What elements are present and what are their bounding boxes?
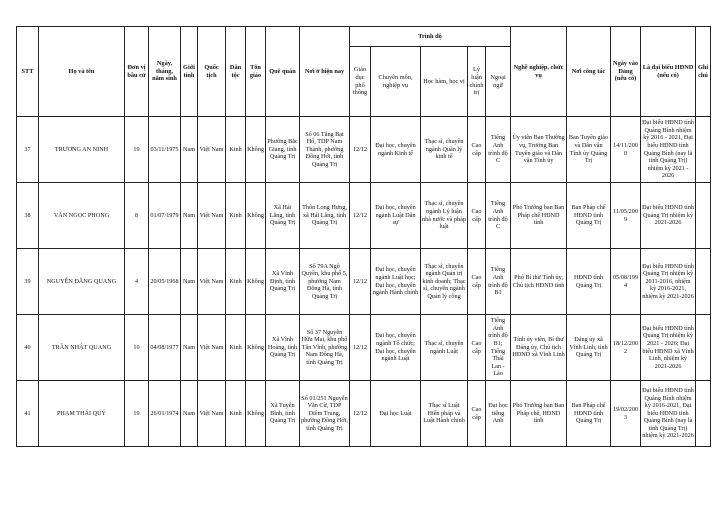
- cell-ethnicity: Kinh: [226, 117, 246, 183]
- header-hometown: Quê quán: [266, 27, 300, 117]
- cell-residence: Thôn Long Hưng, xã Hải Lăng, tỉnh Quảng Trị: [300, 183, 350, 249]
- header-party-date: Ngày vào Đảng (nếu có): [611, 27, 641, 117]
- cell-specialty: Đại học Luật: [371, 381, 421, 447]
- cell-note: [696, 315, 711, 381]
- cell-ethnicity: Kinh: [226, 249, 246, 315]
- header-residence: Nơi ở hiện nay: [300, 27, 350, 117]
- cell-occupation: Phó Bí thư Tỉnh ủy, Chủ tịch HĐND tỉnh: [511, 249, 567, 315]
- cell-gender: Nam: [181, 117, 198, 183]
- cell-name: VĂN NGỌC PHONG: [39, 183, 125, 249]
- cell-gender: Nam: [181, 249, 198, 315]
- cell-residence: Số 79A Ngô Quyền, khu phố 5, phường Nam Đông Hà, tỉnh Quảng Trị: [300, 249, 350, 315]
- cell-dob: 26/01/1974: [149, 381, 181, 447]
- cell-political: Cao cấp: [468, 183, 486, 249]
- cell-stt: 37: [17, 117, 39, 183]
- cell-political: Cao cấp: [468, 315, 486, 381]
- cell-stt: 40: [17, 315, 39, 381]
- header-note: Ghi chú: [696, 27, 711, 117]
- cell-degree: Thạc sĩ, chuyên ngành Quản lý kinh tế: [421, 117, 468, 183]
- cell-hometown: Xã Vĩnh Hoàng, tỉnh Quảng Trị: [266, 315, 300, 381]
- header-religion: Tôn giáo: [246, 27, 266, 117]
- cell-unit: 10: [125, 315, 149, 381]
- cell-dob: 03/11/1975: [149, 117, 181, 183]
- header-general-edu: Giáo dục phổ thông: [350, 47, 371, 117]
- cell-name: TRẦN NHẬT QUANG: [39, 315, 125, 381]
- cell-workplace: Ban Tuyên giáo và Dân vận Tỉnh ủy Quảng Trị: [567, 117, 611, 183]
- cell-party-date: 11/05/2009: [611, 183, 641, 249]
- candidate-table: [16, 26, 711, 447]
- cell-degree: Thạc sĩ, chuyên ngành Quản trị kinh doanh; Thạc sĩ, chuyên ngành Quản lý công: [421, 249, 468, 315]
- cell-degree: Thạc sĩ Luật Hiến pháp và Luật Hành chính: [421, 381, 468, 447]
- cell-party-date: 18/12/2002: [611, 315, 641, 381]
- header-language: Ngoại ngữ: [486, 47, 511, 117]
- cell-occupation: Phó Trưởng ban Ban Pháp chế HĐND tỉnh: [511, 183, 567, 249]
- cell-ethnicity: Kinh: [226, 315, 246, 381]
- cell-dob: 04/08/1977: [149, 315, 181, 381]
- cell-religion: Không: [246, 183, 266, 249]
- header-education-group: Trình độ: [350, 27, 511, 47]
- cell-general-edu: 12/12: [350, 381, 371, 447]
- cell-degree: Thạc sĩ, chuyên ngành Luật: [421, 315, 468, 381]
- cell-occupation: Phó Trưởng ban Ban Pháp chế, HĐND tỉnh: [511, 381, 567, 447]
- cell-stt: 39: [17, 249, 39, 315]
- cell-specialty: Đại học, chuyên ngành Kinh tế: [371, 117, 421, 183]
- cell-general-edu: 12/12: [350, 117, 371, 183]
- cell-residence: Số 01/251 Nguyễn Văn Cừ, TDP Diêm Trung, phường Đồng Hới, tỉnh Quảng Trị: [300, 381, 350, 447]
- header-specialty: Chuyên môn, nghiệp vụ: [371, 47, 421, 117]
- cell-delegate: Đại biểu HĐND tỉnh Quảng Bình nhiệm kỳ 2016 - 2021, Đại biểu HĐND tỉnh Quảng Bình (nay là tỉnh Quảng Trị) nhiệm kỳ 2021 - 2026: [641, 117, 696, 183]
- cell-unit: 4: [125, 249, 149, 315]
- cell-name: NGUYỄN ĐĂNG QUANG: [39, 249, 125, 315]
- cell-language: Tiếng Anh trình độ B1: [486, 249, 511, 315]
- cell-dob: 01/07/1979: [149, 183, 181, 249]
- cell-occupation: Tỉnh ủy viên, Bí thư Đảng ủy, Chủ tịch HĐND xã Vĩnh Linh: [511, 315, 567, 381]
- cell-religion: Không: [246, 117, 266, 183]
- cell-workplace: Ban Pháp chế HĐND tỉnh Quảng Trị: [567, 381, 611, 447]
- cell-note: [696, 249, 711, 315]
- cell-political: Cao cấp: [468, 117, 486, 183]
- table-row: [17, 117, 711, 183]
- cell-delegate: Đại biểu HĐND tỉnh Quảng Bình nhiệm kỳ 2016-2021, Đại biểu HĐND tỉnh Quảng Bình (nay là tỉnh Quảng Trị) nhiệm kỳ 2021-2026: [641, 381, 696, 447]
- cell-hometown: Xã Tuyên Bình, tỉnh Quảng Trị: [266, 381, 300, 447]
- table-row: [17, 381, 711, 447]
- header-unit: Đơn vị bầu cử: [125, 27, 149, 117]
- cell-degree: Thạc sĩ, chuyên ngành Lý luận nhà nước và pháp luật: [421, 183, 468, 249]
- cell-specialty: Đại học, chuyên ngành Tổ chức; Đại học, chuyên ngành Luật: [371, 315, 421, 381]
- cell-unit: 19: [125, 117, 149, 183]
- cell-ethnicity: Kinh: [226, 183, 246, 249]
- table-row: [17, 183, 711, 249]
- header-political: Lý luận chính trị: [468, 47, 486, 117]
- cell-nationality: Việt Nam: [198, 117, 226, 183]
- header-name: Họ và tên: [39, 27, 125, 117]
- cell-residence: Số 37 Nguyễn Hữu Mai, khu phố Tân Vĩnh, phường Nam Đông Hà, tỉnh Quảng Trị: [300, 315, 350, 381]
- cell-language: Tiếng Anh trình độ C: [486, 117, 511, 183]
- cell-nationality: Việt Nam: [198, 249, 226, 315]
- cell-nationality: Việt Nam: [198, 381, 226, 447]
- cell-political: Cao cấp: [468, 249, 486, 315]
- header-degree: Học hàm, học vị: [421, 47, 468, 117]
- cell-general-edu: 12/12: [350, 249, 371, 315]
- header-delegate: Là đại biểu HĐND (nếu có): [641, 27, 696, 117]
- cell-workplace: Đảng ủy xã Vĩnh Linh, tỉnh Quảng Trị: [567, 315, 611, 381]
- header-nationality: Quốc tịch: [198, 27, 226, 117]
- cell-workplace: Ban Pháp chế HĐND tỉnh Quảng Trị: [567, 183, 611, 249]
- cell-occupation: Ủy viên Ban Thường vụ, Trưởng Ban Tuyên giáo và Dân vận Tỉnh ủy: [511, 117, 567, 183]
- cell-nationality: Việt Nam: [198, 315, 226, 381]
- header-occupation: Nghề nghiệp, chức vụ: [511, 27, 567, 117]
- cell-party-date: 19/02/2003: [611, 381, 641, 447]
- cell-ethnicity: Kinh: [226, 381, 246, 447]
- cell-religion: Không: [246, 381, 266, 447]
- cell-nationality: Việt Nam: [198, 183, 226, 249]
- cell-hometown: Xã Hải Lăng, tỉnh Quảng Trị: [266, 183, 300, 249]
- table-row: [17, 315, 711, 381]
- cell-unit: 8: [125, 183, 149, 249]
- cell-workplace: HĐND tỉnh Quảng Trị: [567, 249, 611, 315]
- cell-stt: 41: [17, 381, 39, 447]
- header-gender: Giới tính: [181, 27, 198, 117]
- cell-party-date: 14/11/2000: [611, 117, 641, 183]
- cell-political: Cao cấp: [468, 381, 486, 447]
- cell-language: Tiếng Anh trình độ C: [486, 183, 511, 249]
- cell-gender: Nam: [181, 381, 198, 447]
- cell-delegate: Đại biểu HĐND tỉnh Quảng Trị nhiệm kỳ 2021-2026: [641, 183, 696, 249]
- cell-general-edu: 12/12: [350, 183, 371, 249]
- cell-gender: Nam: [181, 183, 198, 249]
- cell-general-edu: 12/12: [350, 315, 371, 381]
- cell-gender: Nam: [181, 315, 198, 381]
- header-ethnicity: Dân tộc: [226, 27, 246, 117]
- cell-note: [696, 183, 711, 249]
- cell-hometown: Phường Bắc Giang, tỉnh Quảng Trị: [266, 117, 300, 183]
- cell-specialty: Đại học, chuyên ngành Luật học; Đại học, chuyên ngành Hành chính: [371, 249, 421, 315]
- cell-name: PHẠM THÁI QUÝ: [39, 381, 125, 447]
- cell-note: [696, 381, 711, 447]
- cell-specialty: Đại học, chuyên ngành Luật Dân sự: [371, 183, 421, 249]
- cell-note: [696, 117, 711, 183]
- cell-religion: Không: [246, 249, 266, 315]
- cell-hometown: Xã Vĩnh Định, tỉnh Quảng Trị: [266, 249, 300, 315]
- cell-unit: 19: [125, 381, 149, 447]
- cell-stt: 38: [17, 183, 39, 249]
- cell-religion: Không: [246, 315, 266, 381]
- cell-language: Tiếng Anh trình độ B1; Tiếng Thái Lan - Lào: [486, 315, 511, 381]
- cell-language: Đại học tiếng Anh: [486, 381, 511, 447]
- cell-name: TRƯƠNG AN NINH: [39, 117, 125, 183]
- header-dob: Ngày, tháng, năm sinh: [149, 27, 181, 117]
- cell-dob: 20/05/1968: [149, 249, 181, 315]
- header-workplace: Nơi công tác: [567, 27, 611, 117]
- cell-residence: Số 06 Tăng Bạt Hổ, TDP Nam Thành, phường Đồng Hới, tỉnh Quảng Trị: [300, 117, 350, 183]
- cell-party-date: 05/08/1994: [611, 249, 641, 315]
- header-stt: STT: [17, 27, 39, 117]
- cell-delegate: Đại biểu HĐND tỉnh Quảng Trị nhiệm kỳ 2011-2016, nhiệm kỳ 2016-2021, nhiệm kỳ 2021-2026: [641, 249, 696, 315]
- cell-delegate: Đại biểu HĐND tỉnh Quảng Trị nhiệm kỳ 2021 - 2026; Đại biểu HĐND xã Vĩnh Linh, nhiệm kỳ 2021-2026: [641, 315, 696, 381]
- table-row: [17, 249, 711, 315]
